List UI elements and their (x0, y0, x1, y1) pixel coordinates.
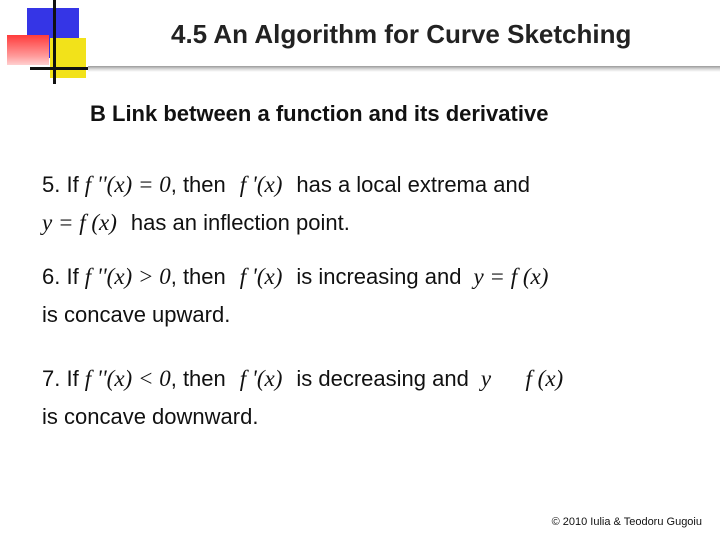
logo-vertical-line (53, 0, 56, 84)
conclusion-text: is concave downward. (42, 404, 259, 429)
first-derivative-expression: f '(x) (239, 366, 283, 391)
section-heading: B Link between a function and its derivative (90, 101, 549, 126)
rule-line (42, 258, 682, 296)
rule-number: 6. If (42, 264, 79, 289)
then-text: , then (170, 366, 226, 391)
title-divider (88, 66, 720, 72)
condition-expression: f ''(x) > 0 (84, 264, 171, 289)
logo-graphic (0, 0, 100, 90)
predicate-text: is increasing and (296, 264, 462, 289)
function-expression: y = f (x) (42, 210, 117, 235)
condition-expression: f ''(x) = 0 (84, 172, 171, 197)
rule-line (42, 166, 682, 204)
copyright-footer: © 2010 Iulia & Teodoru Gugoiu (551, 516, 702, 528)
rule-item-5 (42, 166, 682, 242)
function-expression: y = f (x) (473, 264, 549, 289)
logo-horizontal-line (30, 67, 90, 70)
conclusion-text: is concave upward. (42, 302, 231, 327)
rule-line (42, 296, 682, 334)
rule-line (42, 360, 682, 398)
logo-red-square (7, 35, 49, 65)
function-expression: y f (x) (480, 366, 564, 391)
rule-number: 5. If (42, 172, 79, 197)
rule-item-6 (42, 258, 682, 334)
conclusion-text: has an inflection point. (130, 210, 350, 235)
condition-expression: f ''(x) < 0 (84, 366, 171, 391)
rule-item-7 (42, 360, 682, 436)
first-derivative-expression: f '(x) (239, 264, 283, 289)
then-text: , then (170, 172, 226, 197)
slide-title: 4.5 An Algorithm for Curve Sketching (171, 19, 632, 49)
predicate-text: is decreasing and (296, 366, 469, 391)
then-text: , then (170, 264, 226, 289)
rule-line (42, 204, 682, 242)
rule-line (42, 398, 682, 436)
rule-number: 7. If (42, 366, 79, 391)
first-derivative-expression: f '(x) (239, 172, 283, 197)
predicate-text: has a local extrema and (296, 172, 530, 197)
